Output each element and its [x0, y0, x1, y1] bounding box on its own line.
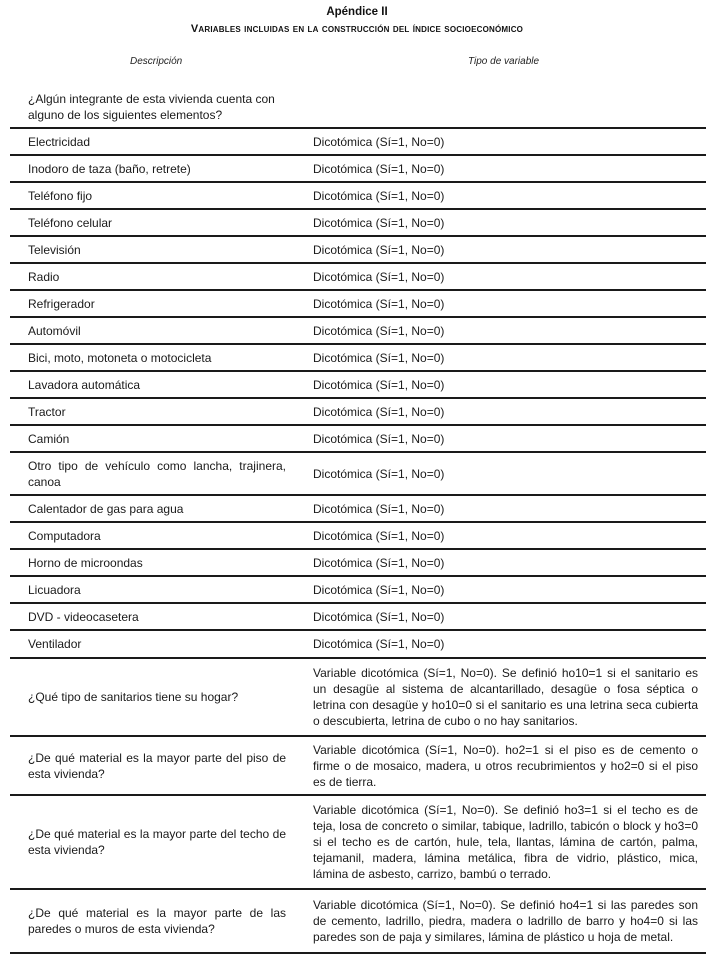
row-variable-type: Dicotómica (Sí=1, No=0) — [313, 323, 445, 338]
row-description-text: ¿De qué material es la mayor parte del piso de esta vivienda? — [28, 750, 286, 781]
row-description-text: ¿De qué material es la mayor parte del techo de esta vivienda? — [28, 827, 286, 857]
row-variable-type: Dicotómica (Sí=1, No=0) — [313, 296, 445, 311]
table-row — [10, 156, 706, 183]
table-row — [10, 264, 706, 291]
row-description: Refrigerador — [28, 296, 95, 311]
row-variable-type: Variable dicotómica (Sí=1, No=0). Se definió ho4=1 si las paredes son de cemento, ladrillo, piedra, madera o ladrillo de barro y ho4=0 si las paredes son de paja y similares, lámina de plástico u hoja de metal. — [313, 898, 698, 944]
row-description: Licuadora — [28, 582, 81, 597]
row-variable-type: Variable dicotómica (Sí=1, No=0). Se definió ho3=1 si el techo es de teja, losa de concreto o similar, tabique, ladrillo, tabicón o block y ho3=0 si el techo es de cartón, hule, tela, llantas, lámina de cartón, palma, tejamanil, madera, lámina metálica, fibra de vidrio, plástico, mica, lámina de asbesto, carrizo, bambú o terrado. — [313, 803, 698, 881]
row-variable-type: Dicotómica (Sí=1, No=0) — [313, 242, 445, 257]
row-description-text: Otro tipo de vehículo como lancha, trajinera, canoa — [28, 458, 286, 489]
row-description — [10, 750, 295, 782]
row-variable-type: Dicotómica (Sí=1, No=0) — [313, 215, 445, 230]
row-variable-type: Dicotómica (Sí=1, No=0) — [313, 431, 445, 446]
table-row — [10, 550, 706, 577]
row-description: Teléfono celular — [28, 215, 113, 230]
row-description: Inodoro de taza (baño, retrete) — [28, 161, 191, 176]
row-variable-type: Dicotómica (Sí=1, No=0) — [313, 637, 445, 651]
table-row — [10, 291, 706, 318]
row-variable-type: Dicotómica (Sí=1, No=0) — [313, 466, 445, 481]
row-description: Radio — [28, 269, 60, 284]
table-row — [10, 659, 706, 737]
column-header-variable-type: Tipo de variable — [468, 56, 540, 67]
row-description: Calentador de gas para agua — [28, 501, 184, 516]
row-description-text: ¿Qué tipo de sanitarios tiene su hogar? — [28, 690, 239, 704]
row-description: Electricidad — [28, 134, 91, 149]
table-row — [10, 372, 706, 399]
row-description — [10, 905, 295, 937]
row-description: DVD - videocasetera — [28, 609, 139, 624]
row-description: Ventilador — [28, 637, 82, 651]
table-row — [10, 183, 706, 210]
table-row — [10, 345, 706, 372]
row-variable-type: Dicotómica (Sí=1, No=0) — [313, 609, 445, 624]
variables-table — [10, 127, 706, 954]
row-variable-type: Dicotómica (Sí=1, No=0) — [313, 555, 445, 570]
row-description: Televisión — [28, 242, 81, 257]
table-row — [10, 796, 706, 890]
row-description: Bici, moto, motoneta o motocicleta — [28, 350, 212, 365]
intro-question: ¿Algún integrante de esta vivienda cuenta con alguno de los siguientes elementos? — [28, 92, 275, 122]
row-variable-type: Dicotómica (Sí=1, No=0) — [313, 269, 445, 284]
table-row — [10, 453, 706, 496]
row-variable-type: Dicotómica (Sí=1, No=0) — [313, 528, 445, 543]
row-variable-type: Dicotómica (Sí=1, No=0) — [313, 501, 445, 516]
table-row — [10, 399, 706, 426]
row-variable-type: Variable dicotómica (Sí=1, No=0). ho2=1 si el piso es de cemento o firme o de mosaico, madera, u otros recubrimientos y ho2=0 si el piso es de tierra. — [313, 742, 698, 789]
appendix-title: Apéndice II — [326, 6, 388, 18]
row-description — [10, 826, 295, 858]
table-row — [10, 890, 706, 954]
table-row — [10, 496, 706, 523]
row-variable-type: Dicotómica (Sí=1, No=0) — [313, 582, 445, 597]
table-row — [10, 426, 706, 453]
row-description: Horno de microondas — [28, 555, 143, 570]
row-variable-type: Dicotómica (Sí=1, No=0) — [313, 350, 445, 365]
row-variable-type: Variable dicotómica (Sí=1, No=0). Se definió ho10=1 si el sanitario es un desagüe al sistema de alcantarillado, desagüe o fosa séptica o letrina con desagüe y ho10=0 si el sanitario es una letrina seca cubierta o descubierta, letrina de cubo o no hay sanitarios. — [313, 666, 698, 728]
row-variable-type: Dicotómica (Sí=1, No=0) — [313, 404, 445, 419]
table-row — [10, 210, 706, 237]
table-row — [10, 604, 706, 631]
table-row — [10, 631, 706, 659]
row-description: Tractor — [28, 404, 66, 419]
row-variable-type: Dicotómica (Sí=1, No=0) — [313, 161, 445, 176]
row-description — [10, 689, 295, 705]
row-description: Computadora — [28, 528, 101, 543]
column-header-description: Descripción — [130, 56, 183, 67]
row-description: Lavadora automática — [28, 377, 141, 392]
table-row — [10, 577, 706, 604]
appendix-subtitle: Variables incluidas en la construcción del índice socioeconómico — [190, 23, 524, 35]
table-row — [10, 523, 706, 550]
row-description: Automóvil — [28, 323, 81, 338]
table-row — [10, 737, 706, 796]
table-row — [10, 129, 706, 156]
row-variable-type: Dicotómica (Sí=1, No=0) — [313, 134, 445, 149]
row-variable-type: Dicotómica (Sí=1, No=0) — [313, 377, 445, 392]
row-description: Camión — [28, 431, 70, 446]
row-description: Teléfono fijo — [28, 188, 93, 203]
row-description — [10, 458, 295, 490]
table-row — [10, 318, 706, 345]
row-description-text: ¿De qué material es la mayor parte de las paredes o muros de esta vivienda? — [28, 906, 286, 936]
table-row — [10, 237, 706, 264]
row-variable-type: Dicotómica (Sí=1, No=0) — [313, 188, 445, 203]
